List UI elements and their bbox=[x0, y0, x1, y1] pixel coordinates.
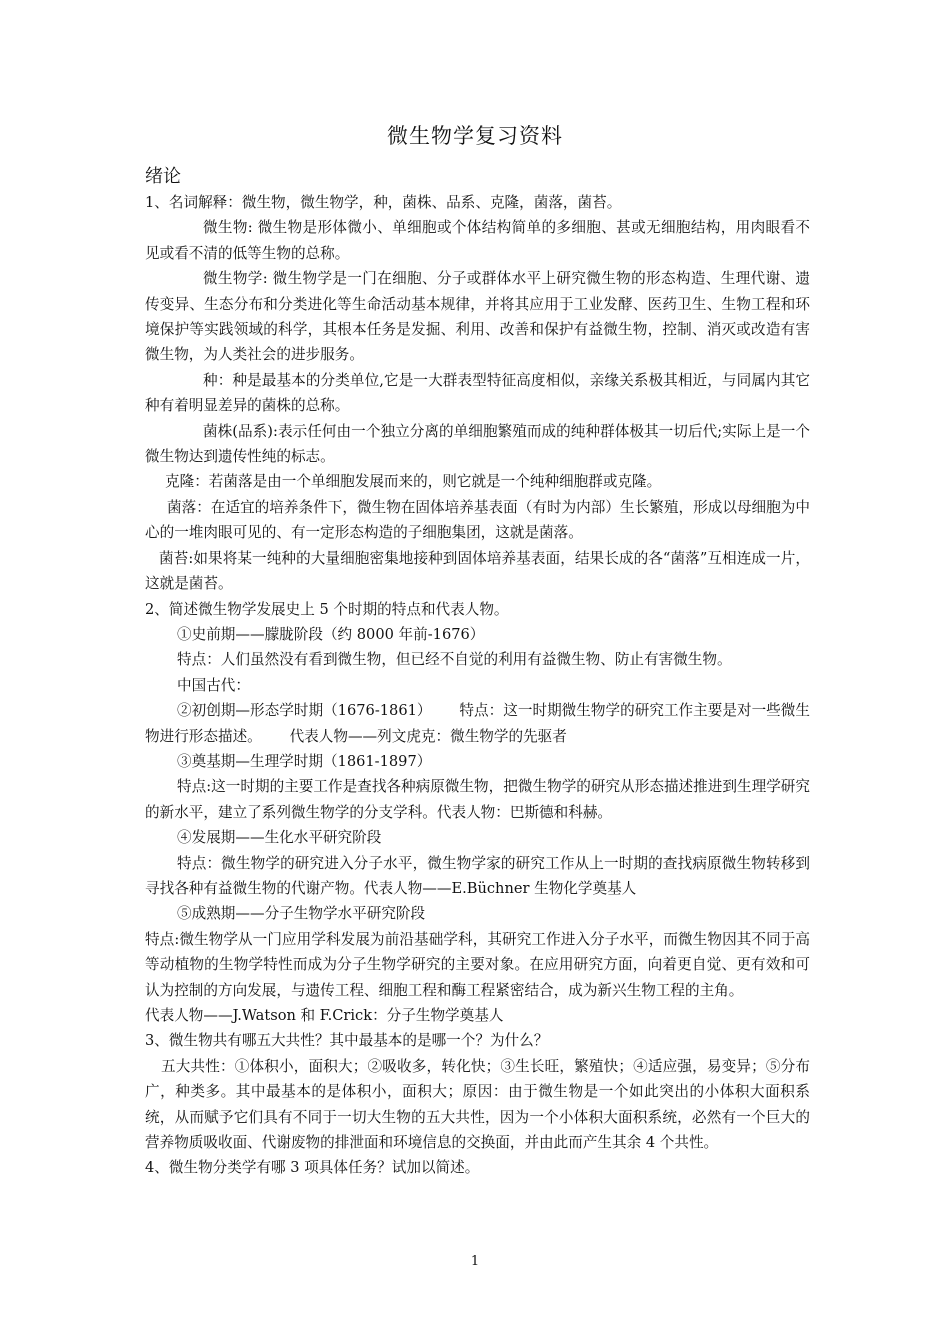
period-3-feature: 特点:这一时期的主要工作是查找各种病原微生物，把微生物学的研究从形态描述推进到生理学研究的新水平，建立了系列微生物学的分支学科。代表人物：巴斯德和科赫。 bbox=[145, 778, 810, 821]
period-2: ②初创期—形态学时期（1676-1861） 特点：这一时期微生物学的研究工作主要是对一些微生物进行形态描述。 代表人物——列文虎克：微生物学的先驱者 bbox=[145, 702, 810, 745]
definition-colony: 菌落：在适宜的培养条件下，微生物在固体培养基表面（有时为内部）生长繁殖，形成以母细胞为中心的一堆肉眼可见的、有一定形态构造的子细胞集团，这就是菌落。 bbox=[145, 498, 810, 542]
definition-lawn: 菌苔:如果将某一纯种的大量细胞密集地接种到固体培养基表面，结果长成的各“菌落”互相连成一片，这就是菌苔。 bbox=[145, 549, 810, 593]
definition-microbe: 微生物: 微生物是形体微小、单细胞或个体结构简单的多细胞、甚或无细胞结构，用肉眼看不见或看不清的低等生物的总称。 bbox=[145, 219, 810, 262]
document-title: 微生物学复习资料 bbox=[387, 124, 563, 148]
question-4: 4、微生物分类学有哪 3 项具体任务？试加以简述。 bbox=[145, 1159, 480, 1177]
period-4-feature: 特点：微生物学的研究进入分子水平，微生物学家的研究工作从上一时期的查找病原微生物转移到寻找各种有益微生物的代谢产物。代表人物——E.Büchner 生物化学奠基人 bbox=[145, 854, 810, 897]
period-5-people: 代表人物——J.Watson 和 F.Crick：分子生物学奠基人 bbox=[145, 1007, 504, 1024]
period-1-feature: 特点：人们虽然没有看到微生物，但已经不自觉的利用有益微生物、防止有害微生物。 bbox=[177, 651, 732, 669]
question-2: 2、简述微生物学发展史上 5 个时期的特点和代表人物。 bbox=[145, 600, 509, 618]
answer-3: 五大共性：①体积小，面积大；②吸收多，转化快；③生长旺，繁殖快；④适应强，易变异；⑤分布广，种类多。其中最基本的是体积小，面积大；原因：由于微生物是一个如此突出的小体积大面积系统，从而赋予它们具有不同于一切大生物的五大共性，因为一个小体积大面积系统，必然有一个巨大的营养物质吸收面、代谢废物的排泄面和环境信息的交换面，并由此而产生其余 4 个共性。 bbox=[145, 1057, 810, 1152]
period-5-title: ⑤成熟期——分子生物学水平研究阶段 bbox=[177, 905, 426, 923]
period-4-title: ④发展期——生化水平研究阶段 bbox=[177, 829, 382, 847]
definition-strain: 菌株(品系):表示任何由一个独立分离的单细胞繁殖而成的纯种群体极其一切后代;实际上是一个微生物达到遗传性纯的标志。 bbox=[145, 422, 810, 466]
period-3-title: ③奠基期—生理学时期（1861-1897） bbox=[177, 752, 432, 770]
page-number: 1 bbox=[470, 1254, 480, 1269]
period-1-title: ①史前期——朦胧阶段（约 8000 年前-1676） bbox=[177, 625, 485, 643]
section-heading: 绪论 bbox=[145, 166, 181, 187]
document-body bbox=[145, 190, 810, 1181]
definition-microbiology: 微生物学: 微生物学是一门在细胞、分子或群体水平上研究微生物的形态构造、生理代谢、遗传变异、生态分布和分类进化等生命活动基本规律，并将其应用于工业发酵、医药卫生、生物工程和环境保护等实践领域的科学，其根本任务是发掘、利用、改善和保护有益微生物，控制、消灭或改造有害微生物，为人类社会的进步服务。 bbox=[145, 270, 810, 364]
question-3: 3、微生物共有哪五大共性？其中最基本的是哪一个？为什么？ bbox=[145, 1032, 549, 1050]
definition-species: 种：种是最基本的分类单位,它是一大群表型特征高度相似，亲缘关系极其相近，与同属内其它种有着明显差异的菌株的总称。 bbox=[145, 371, 810, 415]
period-5-feature: 特点:微生物学从一门应用学科发展为前沿基础学科，其研究工作进入分子水平，而微生物因其不同于高等动植物的生物学特性而成为分子生物学研究的主要对象。在应用研究方面，向着更自觉、更有效和可认为控制的方向发展，与遗传工程、细胞工程和酶工程紧密结合，成为新兴生物工程的主角。 bbox=[145, 930, 810, 999]
question-1: 1、名词解释：微生物，微生物学，种，菌株、品系、克隆，菌落，菌苔。 bbox=[145, 194, 622, 211]
definition-clone: 克隆：若菌落是由一个单细胞发展而来的，则它就是一个纯种细胞群或克隆。 bbox=[165, 473, 662, 491]
period-1-china: 中国古代： bbox=[177, 676, 250, 694]
